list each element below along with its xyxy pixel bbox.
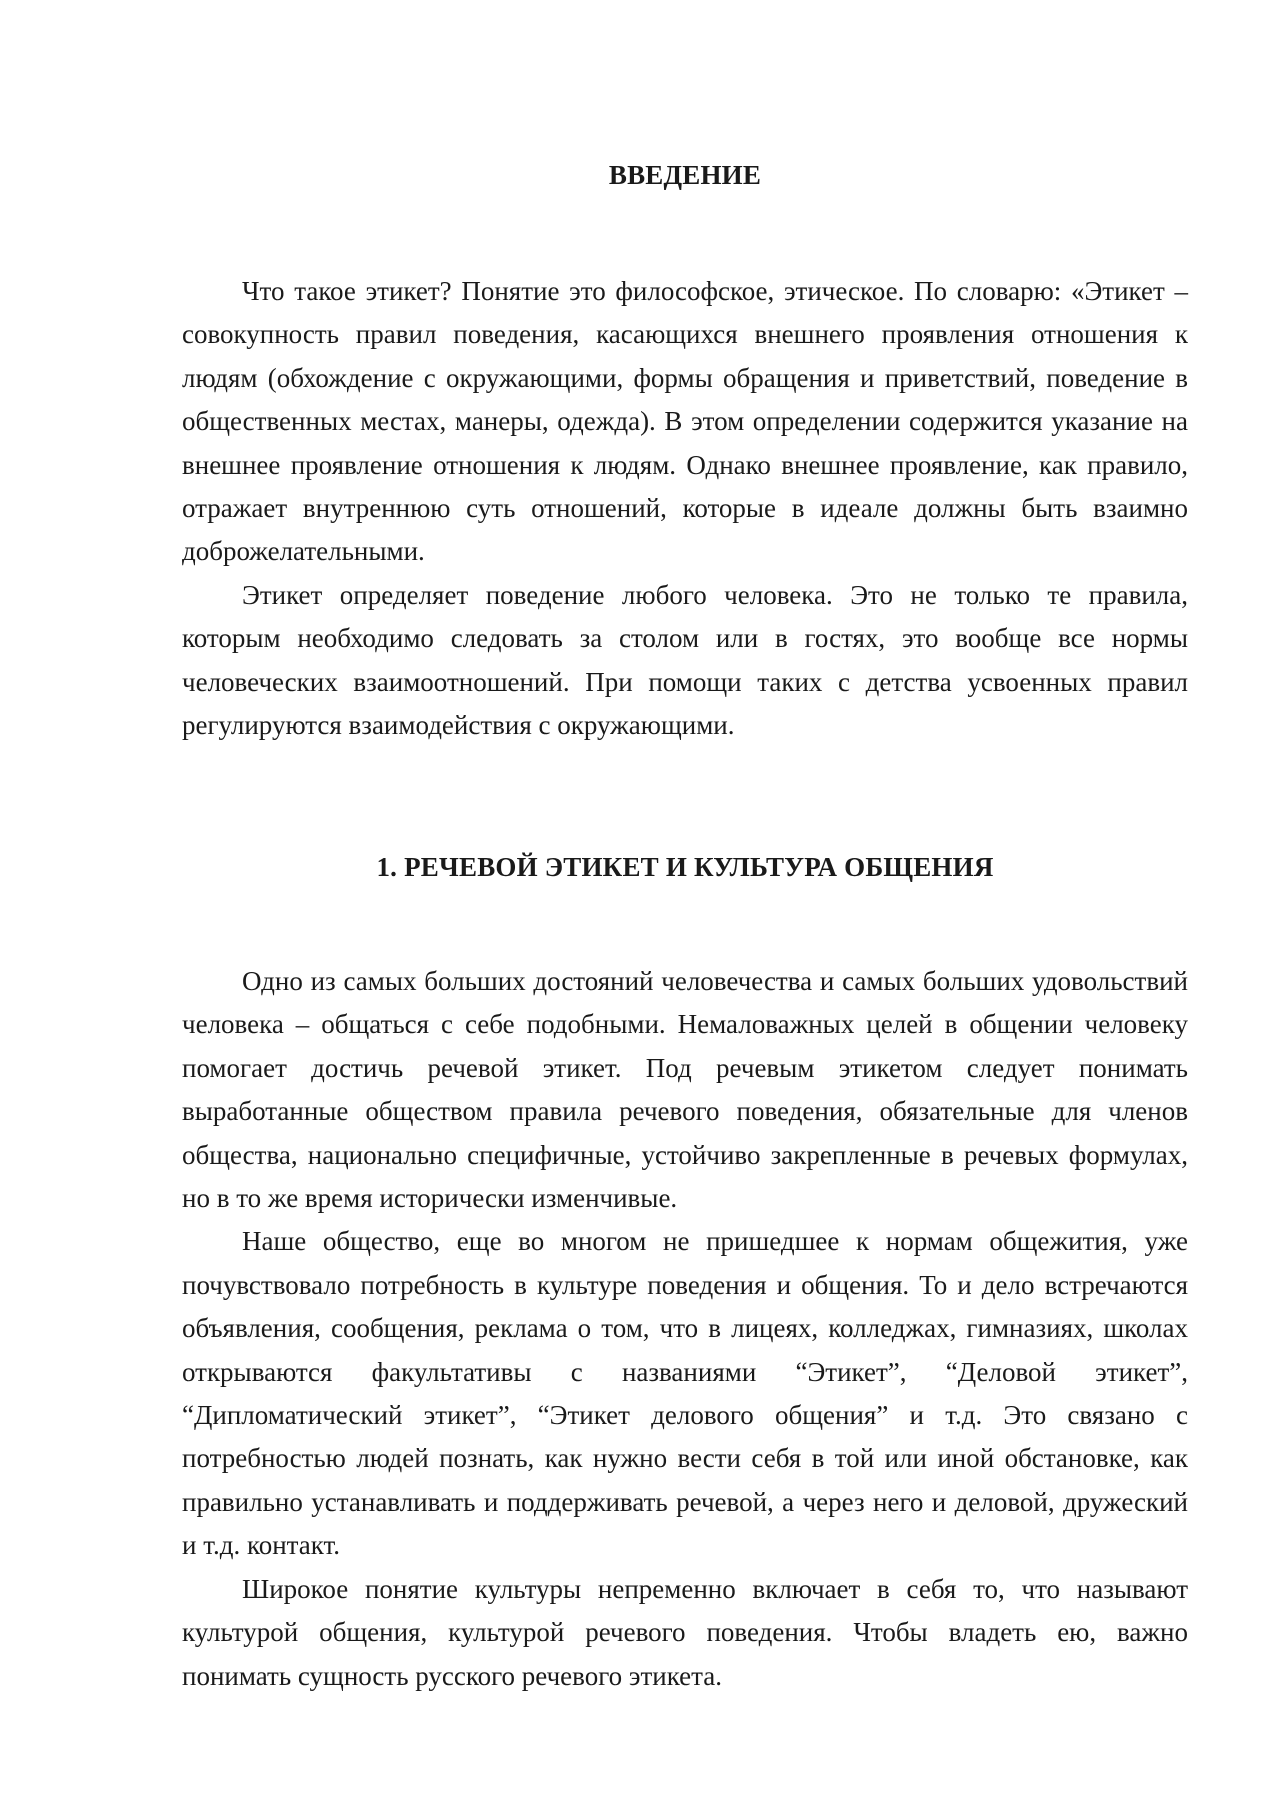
section-1-paragraph-3: Широкое понятие культуры непременно включает в себя то, что называют культурой общения, культурой речевого поведения. Чтобы владеть ею, важно понимать сущность русского речевого этикета.: [182, 1573, 1188, 1691]
intro-heading: ВВЕДЕНИЕ: [608, 160, 762, 190]
section-1-paragraph-1: Одно из самых больших достояний человечества и самых больших удовольствий человека – общаться с себе подобными. Немаловажных целей в общении человеку помогает достичь речевой этикет. Под речевым этикетом следует понимать выработанные обществом правила речевого поведения, обязательные для членов общества, национально специфичные, устойчиво закрепленные в речевых формулах, но в то же время исторически изменчивые.: [182, 966, 1188, 1214]
section-1-paragraph-2: Наше общество, еще во многом не пришедшее к нормам общежития, уже почувствовало потребность в культуре поведения и общения. То и дело встречаются объявления, сообщения, реклама о том, что в лицеях, колледжах, гимназиях, школах открываются факультативы с названиями “Этикет”, “Деловой этикет”, “Дипломатический этикет”, “Этикет делового общения” и т.д. Это связано с потребностью людей познать, как нужно вести себя в той или иной обстановке, как правильно устанавливать и поддерживать речевой, а через него и деловой, дружеский и т.д. контакт.: [182, 1226, 1188, 1561]
intro-paragraph-1: Что такое этикет? Понятие это философское, этическое. По словарю: «Этикет – совокупность правил поведения, касающихся внешнего проявления отношения к людям (обхождение с окружающими, формы обращения и приветствий, поведение в общественных местах, манеры, одежда). В этом определении содержится указание на внешнее проявление отношения к людям. Однако внешнее проявление, как правило, отражает внутреннюю суть отношений, которые в идеале должны быть взаимно доброжелательными.: [182, 276, 1188, 567]
section-1-heading: 1. РЕЧЕВОЙ ЭТИКЕТ И КУЛЬТУРА ОБЩЕНИЯ: [376, 852, 994, 882]
intro-paragraph-2: Этикет определяет поведение любого человека. Это не только те правила, которым необходимо следовать за столом или в гостях, это вообще все нормы человеческих взаимоотношений. При помощи таких с детства усвоенных правил регулируются взаимодействия с окружающими.: [182, 579, 1188, 741]
section-1-body: [182, 960, 1188, 1698]
intro-body: [182, 270, 1188, 747]
